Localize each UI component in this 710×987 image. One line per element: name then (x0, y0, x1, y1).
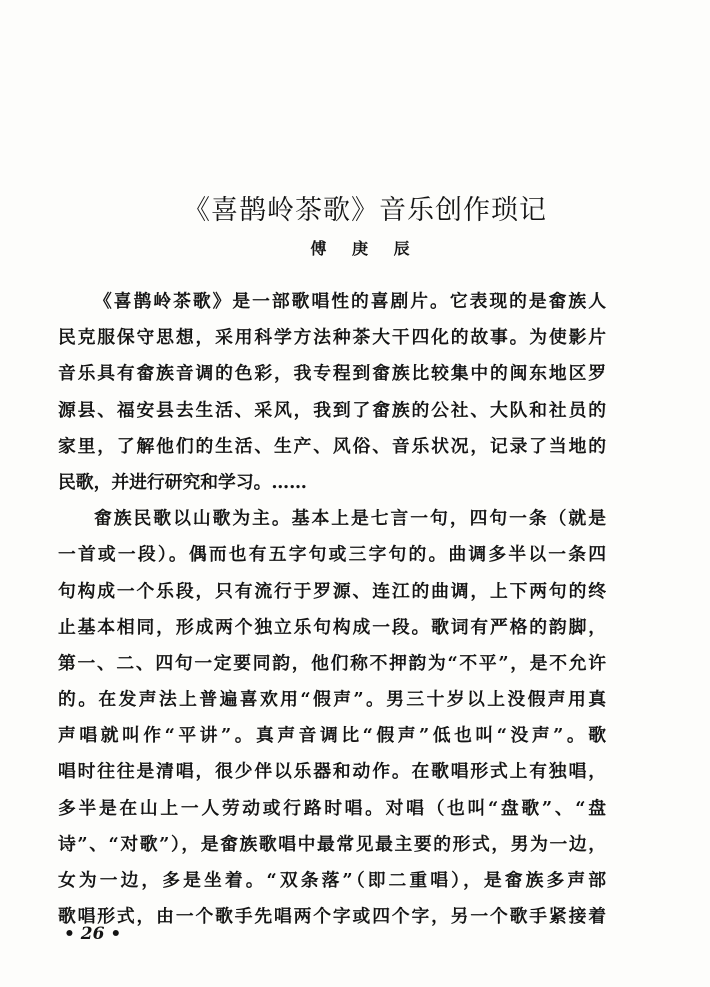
text-line: 唱时往往是清唱，很少伴以乐器和动作。在歌唱形式上有独唱， (58, 761, 606, 783)
page-number: • 26 • (64, 924, 122, 944)
text-line: 音乐具有畲族音调的色彩，我专程到畲族比较集中的闽东地区罗 (58, 363, 606, 385)
text-line: 诗”、“对歌”），是畲族歌唱中最常见最主要的形式，男为一边， (58, 833, 606, 855)
text-line: 的。在发声法上普遍喜欢用“假声”。男三十岁以上没假声用真 (58, 689, 606, 711)
text-line: 止基本相同，形成两个独立乐句构成一段。歌词有严格的韵脚， (58, 616, 606, 638)
text-line: 家里，了解他们的生活、生产、风俗、音乐状况，记录了当地的 (58, 435, 606, 457)
text-line: 民克服保守思想，采用科学方法种茶大干四化的故事。为使影片 (58, 327, 606, 349)
text-line: 源县、福安县去生活、采风，我到了畲族的公社、大队和社员的 (58, 399, 606, 421)
text-line: 民歌，并进行研究和学习。…… (58, 471, 307, 493)
text-line: 多半是在山上一人劳动或行路时唱。对唱（也叫“盘歌”、“盘 (58, 797, 606, 819)
text-line: 一首或一段）。偶而也有五字句或三字句的。曲调多半以一条四 (58, 544, 606, 566)
article-author: 傅 庚 辰 (310, 239, 420, 258)
article-body (58, 284, 606, 935)
text-line: 《喜鹊岭茶歌》是一部歌唱性的喜剧片。它表现的是畲族人 (94, 291, 606, 312)
text-line: 声唱就叫作“平讲”。真声音调比“假声”低也叫“没声”。歌 (58, 725, 606, 747)
text-line: 句构成一个乐段，只有流行于罗源、连江的曲调，上下两句的终 (58, 580, 606, 602)
article-title: 《喜鹊岭茶歌》音乐创作琐记 (183, 195, 547, 226)
text-line: 畲族民歌以山歌为主。基本上是七言一句，四句一条（就是 (94, 508, 606, 530)
text-line: 歌唱形式，由一个歌手先唱两个字或四个字，另一个歌手紧接着 (58, 906, 606, 928)
text-line: 女为一边，多是坐着。“双条落”（即二重唱），是畲族多声部 (58, 870, 606, 891)
text-line: 第一、二、四句一定要同韵，他们称不押韵为“不平”，是不允许 (58, 652, 606, 674)
